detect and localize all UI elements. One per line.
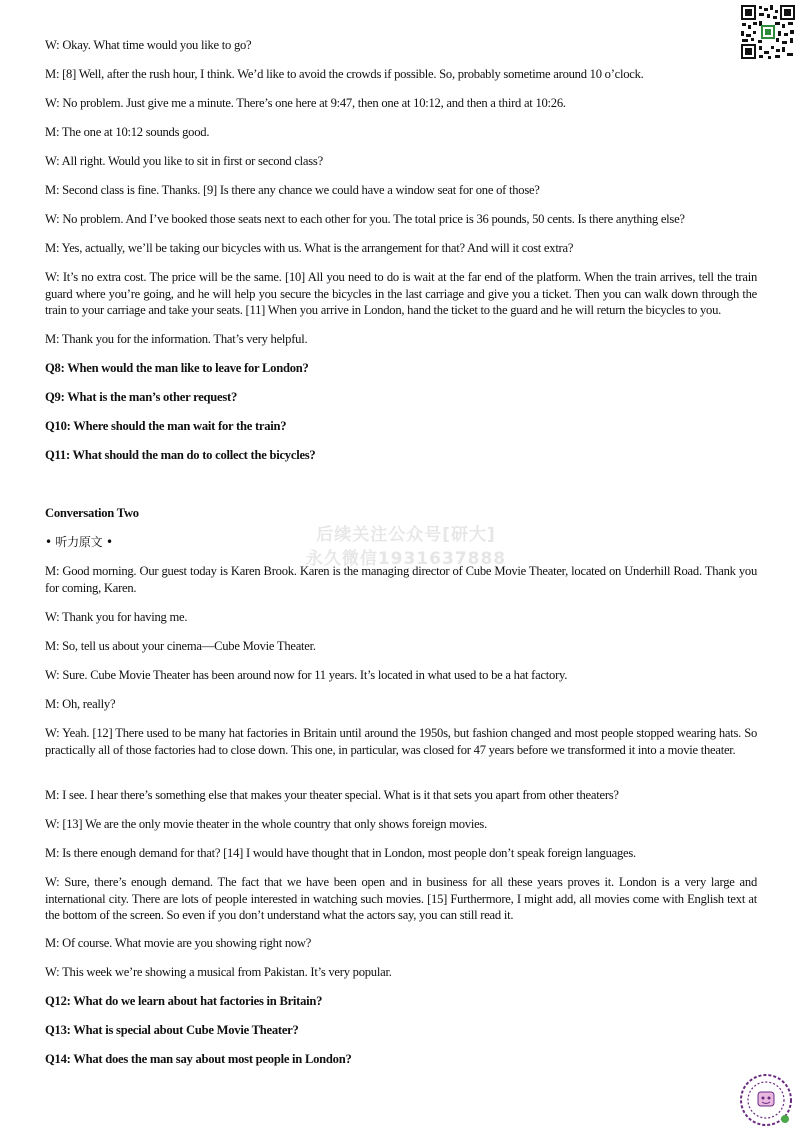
- dialogue-line: M: Oh, really?: [45, 697, 116, 711]
- question-q11: Q11: What should the man do to collect the bicycles?: [45, 448, 316, 462]
- dialogue-line: W: No problem. And I’ve booked those seats next to each other for you. The total price is 36 pounds, 50 cents. Is there anything else?: [45, 212, 685, 226]
- dialogue-line: W: Okay. What time would you like to go?: [45, 38, 252, 52]
- dialogue-line: W: No problem. Just give me a minute. There’s one here at 9:47, then one at 10:12, and then a third at 10:26.: [45, 96, 566, 110]
- dialogue-line: M: Of course. What movie are you showing right now?: [45, 936, 312, 950]
- dialogue-line: M: [8] Well, after the rush hour, I think. We’d like to avoid the crowds if possible. So, probably sometime around 10 o’clock.: [45, 67, 644, 81]
- question-q14: Q14: What does the man say about most people in London?: [45, 1052, 352, 1066]
- dialogue-paragraph: W: Yeah. [12] There used to be many hat factories in Britain until around the 1950s, but fashion changed and most people stopped wearing hats. So practically all of those factories had to close down. This one, in particular, was closed for 47 years before we transformed it into a movie theater.: [45, 726, 757, 757]
- section-subheading: • 听力原文 •: [45, 535, 113, 549]
- watermark-line: 后续关注公众号[研大]: [316, 525, 496, 545]
- dialogue-paragraph: M: Good morning. Our guest today is Karen Brook. Karen is the managing director of Cube Movie Theater, located on Underhill Road. Thank you for coming, Karen.: [45, 564, 757, 595]
- dialogue-line: M: Is there enough demand for that? [14] I would have thought that in London, most people don’t speak foreign languages.: [45, 846, 636, 860]
- dialogue-line: M: Yes, actually, we’ll be taking our bicycles with us. What is the arrangement for that? And will it cost extra?: [45, 241, 574, 255]
- question-q8: Q8: When would the man like to leave for London?: [45, 361, 309, 375]
- question-q9: Q9: What is the man’s other request?: [45, 390, 238, 404]
- dialogue-line: M: I see. I hear there’s something else that makes your theater special. What is it that sets you apart from other theaters?: [45, 788, 619, 802]
- dialogue-line: M: Thank you for the information. That’s very helpful.: [45, 332, 308, 346]
- dialogue-line: W: [13] We are the only movie theater in the whole country that only shows foreign movies.: [45, 817, 487, 831]
- logo-stamp-icon: [738, 1072, 794, 1128]
- dialogue-line: M: The one at 10:12 sounds good.: [45, 125, 210, 139]
- dialogue-paragraph: W: Sure, there’s enough demand. The fact that we have been open and in business for all these years proves it. London is a very large and international city. There are lots of people interested in watching such movies. [15] Furthermore, I might add, all movies come with English text at the bottom of the screen. So even if you don’t understand what the actors say, you can still read it.: [45, 875, 757, 922]
- section-heading: Conversation Two: [45, 506, 139, 520]
- dialogue-paragraph: W: It’s no extra cost. The price will be the same. [10] All you need to do is wait at the far end of the platform. When the train arrives, tell the train guard where you’re going, and he will help you secure the bicycles in the last carriage and give you a ticket. Then you can walk down through the train to your carriage and take your seats. [11] When you arrive in London, hand the ticket to the guard and he will return the bicycles to you.: [45, 270, 757, 317]
- dialogue-line: W: Sure. Cube Movie Theater has been around now for 11 years. It’s located in what used to be a hat factory.: [45, 668, 568, 682]
- dialogue-line: W: All right. Would you like to sit in first or second class?: [45, 154, 323, 168]
- watermark-line: 永久微信1931637888: [305, 549, 507, 569]
- dialogue-line: W: Thank you for having me.: [45, 610, 188, 624]
- question-q13: Q13: What is special about Cube Movie Theater?: [45, 1023, 299, 1037]
- question-q10: Q10: Where should the man wait for the train?: [45, 419, 287, 433]
- question-q12: Q12: What do we learn about hat factories in Britain?: [45, 994, 323, 1008]
- qr-code-icon: [740, 4, 796, 60]
- dialogue-line: M: So, tell us about your cinema—Cube Movie Theater.: [45, 639, 316, 653]
- dialogue-line: M: Second class is fine. Thanks. [9] Is there any chance we could have a window seat for one of those?: [45, 183, 540, 197]
- dialogue-line: W: This week we’re showing a musical from Pakistan. It’s very popular.: [45, 965, 392, 979]
